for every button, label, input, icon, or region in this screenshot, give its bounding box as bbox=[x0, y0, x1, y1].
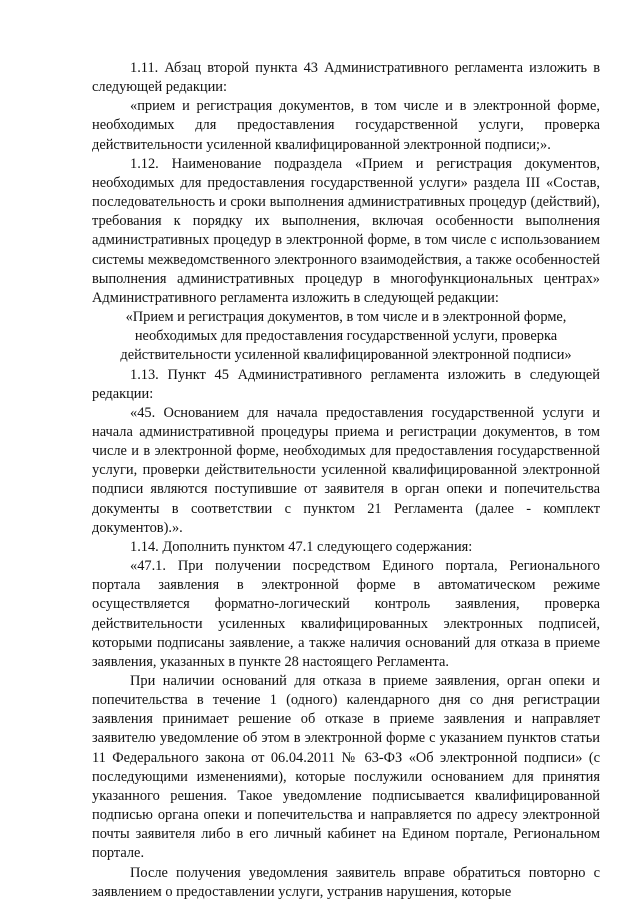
paragraph-1-13: 1.13. Пункт 45 Административного регламента изложить в следующей редакции: bbox=[92, 366, 600, 402]
paragraph-1-14: 1.14. Дополнить пунктом 47.1 следующего содержания: bbox=[130, 538, 473, 555]
paragraph-after-notification: После получения уведомления заявитель вправе обратиться повторно с заявлением о предоставлении услуги, устранив нарушения, которые bbox=[92, 864, 600, 900]
paragraph-refusal-grounds: При наличии оснований для отказа в приеме заявления, орган опеки и попечительства в течение 1 (одного) календарного дня со дня регистрации заявления принимает решение об отказе в приеме заявления и направляет заявителю уведомление об этом в электронной форме с указанием пунктов статьи 11 Федерального закона от 06.04.2011 № 63-ФЗ «Об электронной подписи» (с последующими изменениями), которые послужили основанием для принятия указанного решения. Такое уведомление подписывается квалифицированной подписью органа опеки и попечительства и направляется по адресу электронной почты заявителя либо в его личный кабинет на Едином портале, Региональном портале. bbox=[92, 673, 600, 862]
paragraph-1-12: 1.12. Наименование подраздела «Прием и регистрация документов, необходимых для предоставления государственной услуги» раздела III «Состав, последовательность и сроки выполнения административных процедур (действий), требования к порядку их выполнения, включая особенности выполнения административных процедур в электронной форме, в том числе с использованием системы межведомственного электронного взаимодействия, а также особенностей выполнения административных процедур в многофункциональных центрах» Административного регламента изложить в следующей редакции: bbox=[92, 155, 600, 306]
paragraph-47-1-quote: «47.1. При получении посредством Единого портала, Регионального портала заявления в электронной форме в автоматическом режиме осуществляется форматно-логический контроль заявления, проверка действительности усиленных квалифицированных электронных подписей, которыми подписаны заявление, а также наличия оснований для отказа в приеме заявления, указанных в пункте 28 настоящего Регламента. bbox=[92, 558, 600, 670]
paragraph-1-11: 1.11. Абзац второй пункта 43 Административного регламента изложить в следующей редакции: bbox=[92, 60, 600, 96]
paragraph-1-11-quote: «прием и регистрация документов, в том числе и в электронной форме, необходимых для предоставления государственной услуги, проверка действительности усиленной квалифицированной электронной подписи;». bbox=[92, 98, 600, 153]
paragraph-45-quote: «45. Основанием для начала предоставления государственной услуги и начала административной процедуры приема и регистрации документов, в том числе и в электронной форме, необходимых для предоставления государственной услуги, проверки действительности усиленной квалифицированной электронной подписи являются поступившие от заявителя в орган опеки и попечительства документы в соответствии с пунктом 21 Регламента (далее - комплект документов).». bbox=[92, 404, 600, 536]
document-page bbox=[92, 59, 600, 902]
paragraph-1-12-quote: «Прием и регистрация документов, в том числе и в электронной форме, необходимых для предоставления государственной услуги, проверка действительности усиленной квалифицированной электронной подписи» bbox=[120, 309, 572, 364]
